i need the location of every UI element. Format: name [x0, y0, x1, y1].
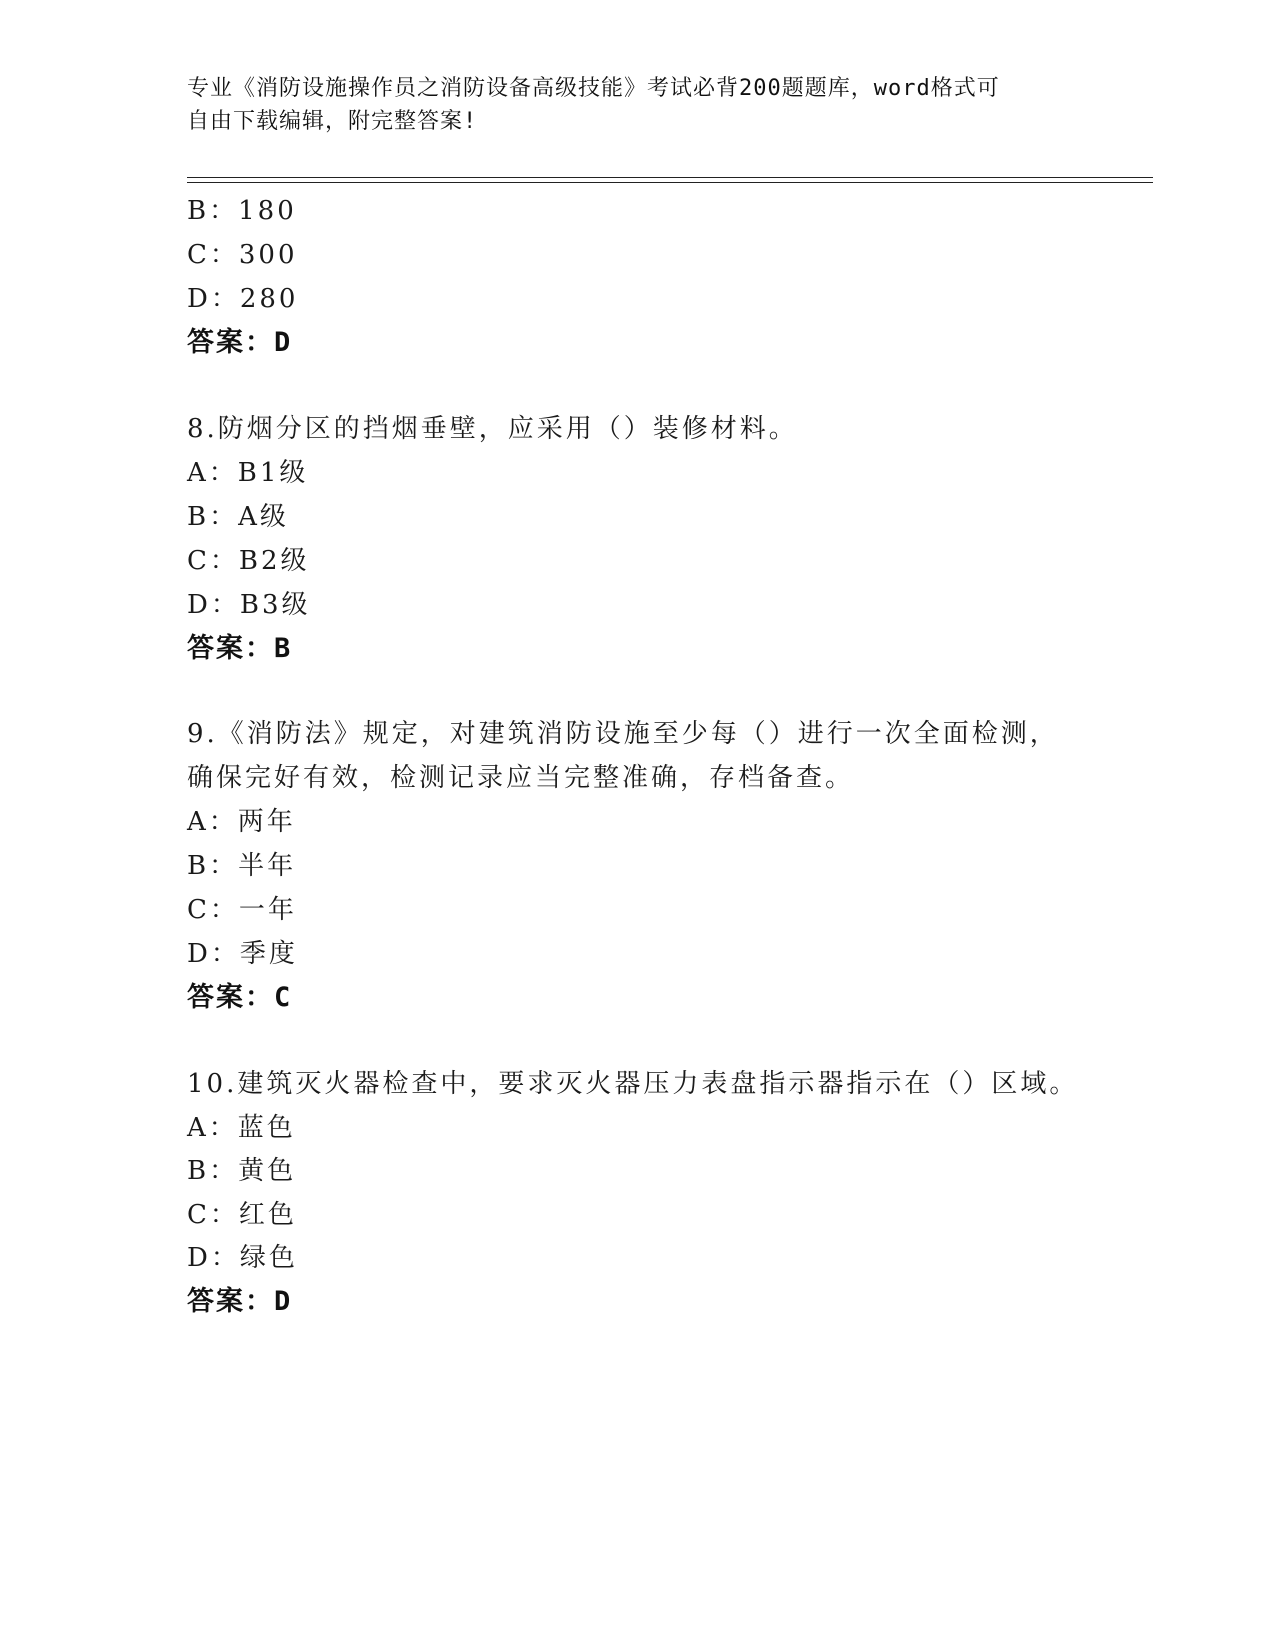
option-c: C：B2级	[187, 546, 310, 576]
answer-line: 答案：D	[187, 1286, 293, 1317]
option-a: A：蓝色	[187, 1113, 296, 1143]
option-d: D：绿色	[187, 1243, 298, 1273]
question-8-text: 8.防烟分区的挡烟垂壁，应采用（）装修材料。	[187, 414, 798, 444]
header-divider-bottom	[187, 182, 1153, 183]
question-9-text-line-2: 确保完好有效，检测记录应当完整准确，存档备查。	[187, 763, 855, 793]
question-10-text: 10.建筑灭火器检查中，要求灭火器压力表盘指示器指示在（）区域。	[187, 1069, 1079, 1099]
option-a: A：B1级	[187, 458, 309, 488]
question-9-text-line-1: 9.《消防法》规定，对建筑消防设施至少每（）进行一次全面检测，	[187, 719, 1059, 749]
option-c: C：一年	[187, 895, 297, 925]
option-b: B：180	[187, 196, 297, 226]
answer-line: 答案：D	[187, 327, 293, 358]
option-d: D：280	[187, 284, 299, 314]
option-d: D：季度	[187, 939, 298, 969]
answer-line: 答案：C	[187, 982, 293, 1013]
answer-line: 答案：B	[187, 633, 293, 664]
header-line-2: 自由下载编辑，附完整答案!	[187, 109, 478, 134]
option-a: A：两年	[187, 807, 296, 837]
document-header	[187, 72, 1087, 138]
option-d: D：B3级	[187, 590, 311, 620]
option-b: B：黄色	[187, 1156, 297, 1186]
option-b: B：半年	[187, 851, 297, 881]
header-divider-top	[187, 177, 1153, 178]
option-c: C：红色	[187, 1200, 297, 1230]
option-c: C：300	[187, 240, 298, 270]
option-b: B：A级	[187, 502, 289, 532]
header-line-1: 专业《消防设施操作员之消防设备高级技能》考试必背200题题库，word格式可	[187, 76, 1000, 101]
